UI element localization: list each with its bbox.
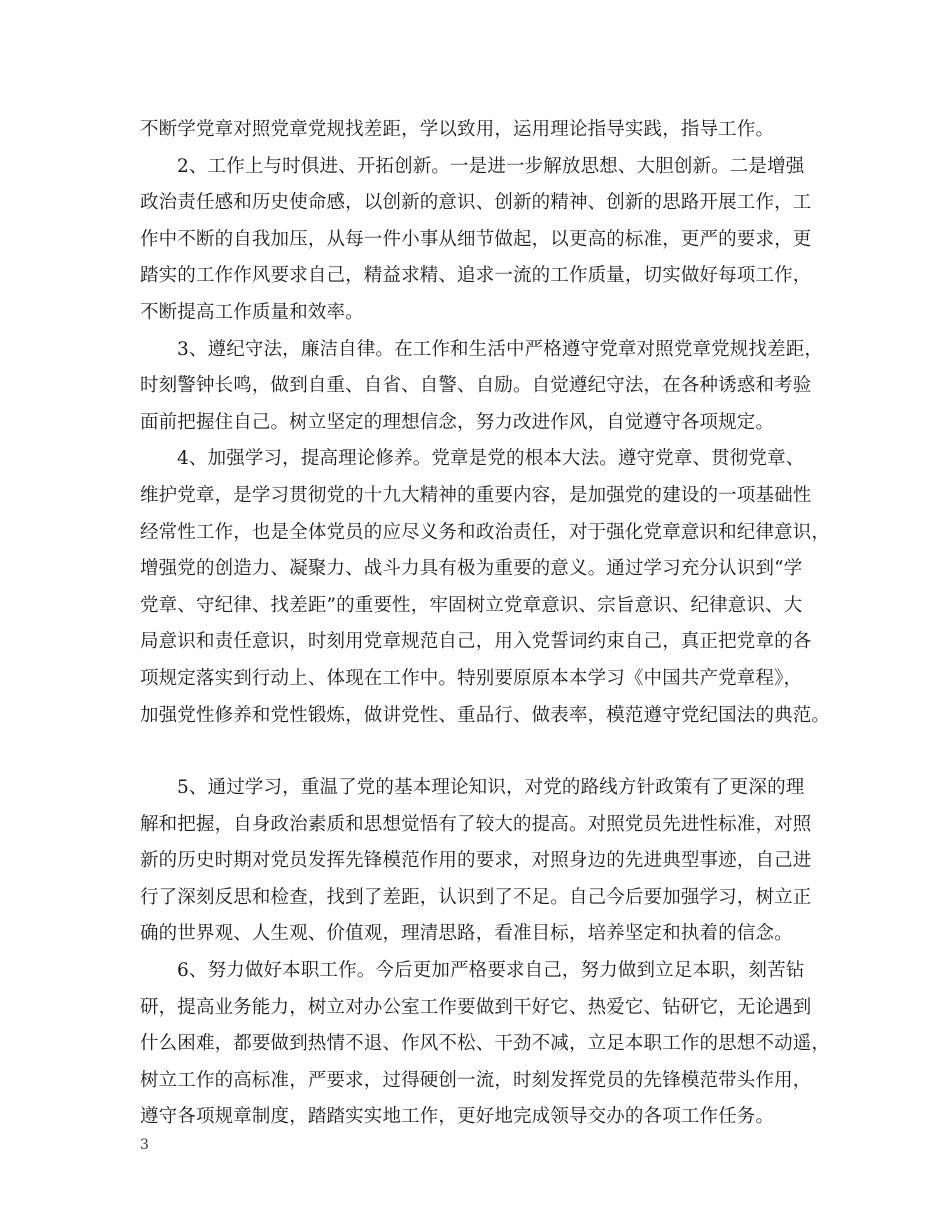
text-line: 新的历史时期对党员发挥先锋模范作用的要求，对照身边的先进典型事迹，自己进 <box>140 850 812 872</box>
paragraph-spacer <box>140 734 825 770</box>
text-line: 作中不断的自我加压，从每一件小事从细节做起，以更高的标准，更严的要求，更 <box>140 228 812 250</box>
text-line: 加强党性修养和党性锻炼，做讲党性、重品行、做表率，模范遵守党纪国法的典范。 <box>140 704 831 726</box>
text-line: 踏实的工作作风要求自己，精益求精、追求一流的工作质量，切实做好每项工作， <box>140 265 812 287</box>
text-line: 树立工作的高标准，严要求，过得硬创一流，时刻发挥党员的先锋模范带头作用， <box>140 1069 812 1091</box>
text-line: 什么困难，都要做到热情不退、作风不松、干劲不减，立足本职工作的思想不动遥， <box>140 1033 831 1055</box>
text-line: 5、通过学习，重温了党的基本理论知识，对党的路线方针政策有了更深的理 <box>177 777 805 799</box>
paragraph-6 <box>140 953 831 1136</box>
text-line: 局意识和责任意识，时刻用党章规范自己，用入党誓词约束自己，真正把党章的各 <box>140 631 812 653</box>
text-line: 政治责任感和历史使命感，以创新的意识、创新的精神、创新的思路开展工作，工 <box>140 192 812 214</box>
text-line: 行了深刻反思和检查，找到了差距，认识到了不足。自己今后要加强学习，树立正 <box>140 886 812 908</box>
text-line: 4、加强学习，提高理论修养。党章是党的根本大法。遵守党章、贯彻党章、 <box>177 448 805 470</box>
text-line: 项规定落实到行动上、体现在工作中。特别要原原本本学习《中国共产党章程》， <box>140 667 803 689</box>
page-number: 3 <box>140 1137 149 1153</box>
text-line: 解和把握，自身政治素质和思想觉悟有了较大的提高。对照党员先进性标准，对照 <box>140 813 812 835</box>
text-line: 党章、守纪律、找差距”的重要性，牢固树立党章意识、宗旨意识、纪律意识、大 <box>140 594 803 616</box>
text-line: 时刻警钟长鸣，做到自重、自省、自警、自励。自觉遵纪守法，在各种诱惑和考验 <box>140 375 812 397</box>
text-line: 维护党章，是学习贯彻党的十九大精神的重要内容，是加强党的建设的一项基础性 <box>140 484 812 506</box>
text-line: 面前把握住自己。树立坚定的理想信念，努力改进作风，自觉遵守各项规定。 <box>140 411 775 433</box>
document-body <box>140 112 831 1136</box>
text-line: 3、遵纪守法，廉洁自律。在工作和生活中严格遵守党章对照党章党规找差距， <box>177 338 824 360</box>
text-line: 不断提高工作质量和效率。 <box>140 301 364 323</box>
paragraph-4 <box>140 441 831 734</box>
text-line: 2、工作上与时俱进、开拓创新。一是进一步解放思想、大胆创新。二是增强 <box>177 155 805 177</box>
paragraph-2 <box>140 149 825 332</box>
text-line: 确的世界观、人生观、价值观，理清思路，看准目标，培养坚定和执着的信念。 <box>140 923 793 945</box>
continuation-line: 不断学党章对照党章党规找差距，学以致用，运用理论指导实践，指导工作。 <box>140 119 775 140</box>
text-line: 遵守各项规章制度，踏踏实实地工作，更好地完成领导交办的各项工作任务。 <box>140 1106 775 1128</box>
paragraph-3 <box>140 332 825 442</box>
paragraph-5 <box>140 770 825 953</box>
text-line: 增强党的创造力、凝聚力、战斗力具有极为重要的意义。通过学习充分认识到“学 <box>140 558 803 580</box>
text-line: 6、努力做好本职工作。今后更加严格要求自己，努力做到立足本职，刻苦钻 <box>177 960 805 982</box>
text-line: 研，提高业务能力，树立对办公室工作要做到干好它、热爱它、钻研它，无论遇到 <box>140 996 812 1018</box>
text-line: 经常性工作，也是全体党员的应尽义务和政治责任，对于强化党章意识和纪律意识， <box>140 521 831 543</box>
